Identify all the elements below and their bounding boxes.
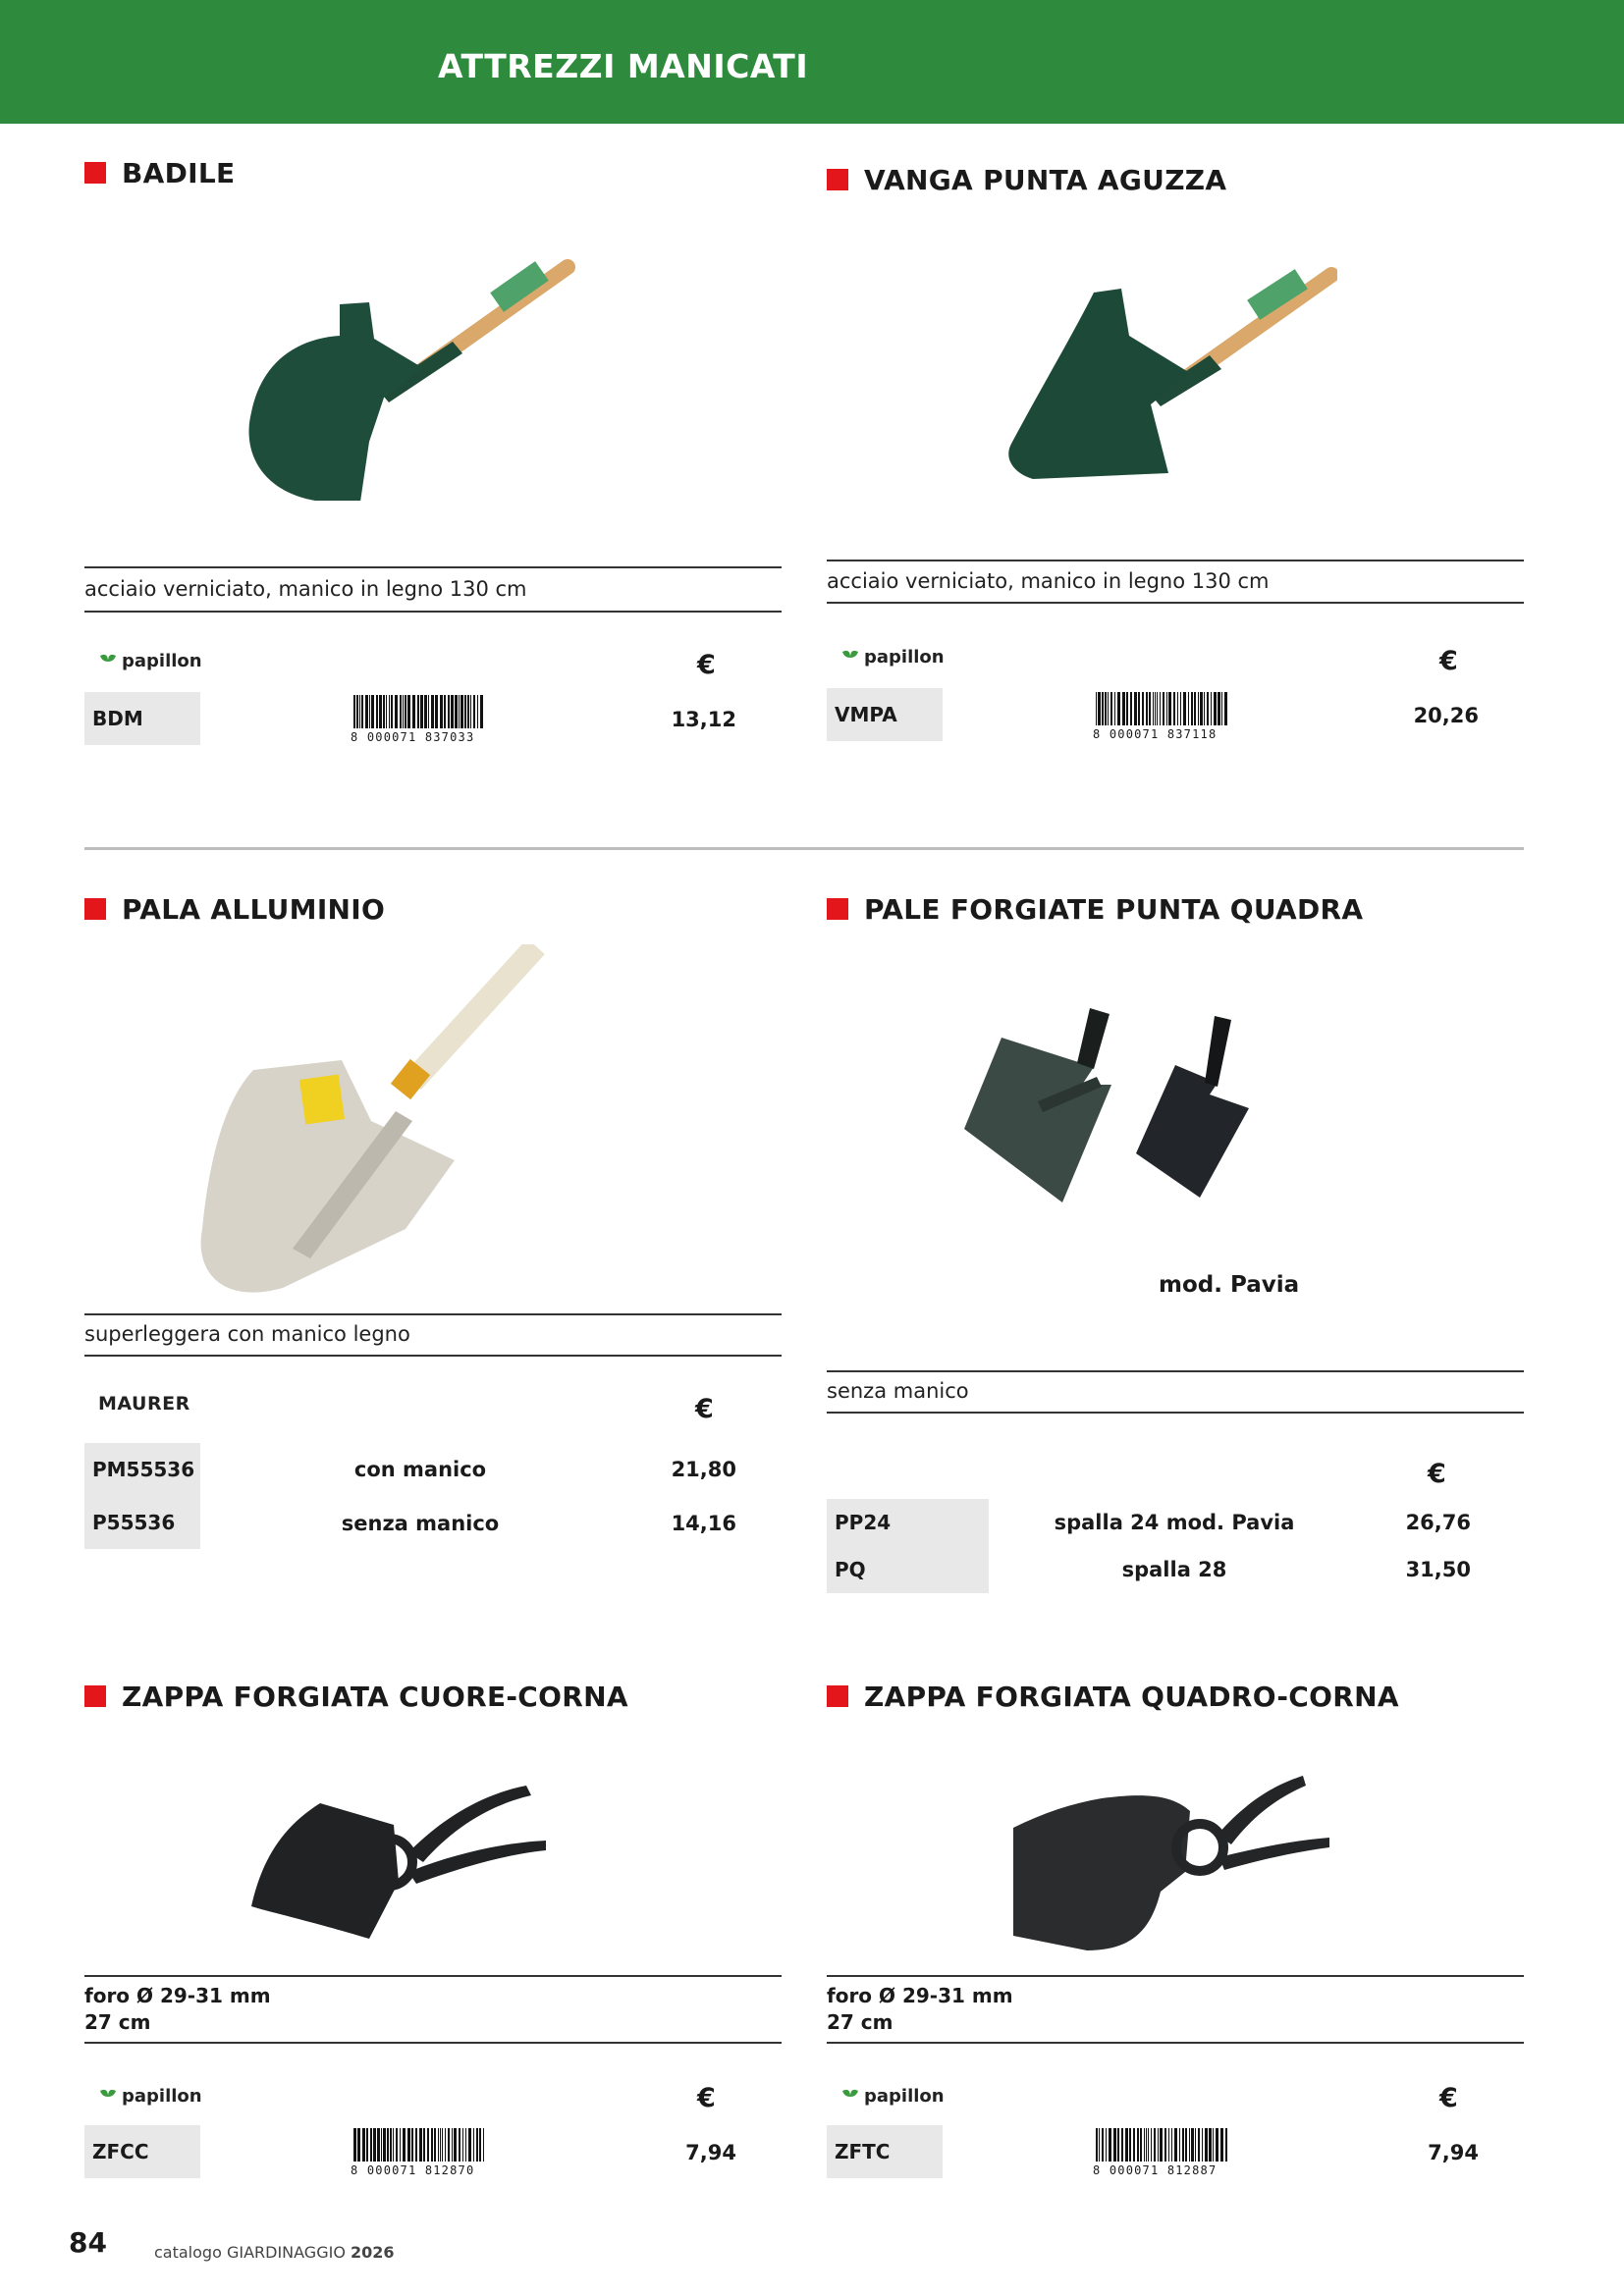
- barcode-number: 8 000071 812887: [1090, 2163, 1232, 2177]
- leaf-icon: [840, 648, 860, 667]
- brand-logo-papillon: [840, 647, 945, 667]
- product-title: PALE FORGIATE PUNTA QUADRA: [827, 893, 1363, 926]
- divider: [84, 566, 782, 568]
- image-caption: mod. Pavia: [1159, 1272, 1300, 1298]
- product-title: BADILE: [84, 157, 235, 189]
- zappa-cuore-image: [251, 1774, 585, 1960]
- page-header: [0, 0, 1624, 124]
- hole-size: foro Ø 29-31 mm: [827, 1984, 1013, 2007]
- barcode-number: 8 000071 837033: [348, 730, 490, 744]
- brand-name: papillon: [864, 2086, 945, 2107]
- leaf-icon: [98, 652, 118, 671]
- divider: [84, 1355, 782, 1357]
- barcode-number: 8 000071 837118: [1090, 727, 1232, 741]
- price: 13,12: [671, 708, 736, 731]
- brand-logo-papillon: [840, 2086, 945, 2107]
- product-code: PP24: [827, 1499, 989, 1546]
- barcode: [348, 2128, 490, 2175]
- brand-logo-papillon: [98, 651, 202, 671]
- price: 31,50: [1405, 1558, 1471, 1581]
- pala-image: [194, 944, 548, 1309]
- pale-forgiate-image: [964, 1006, 1278, 1212]
- price: 7,94: [685, 2141, 736, 2164]
- zappa-quadro-image: [1013, 1754, 1347, 1970]
- variant-label: spalla 24 mod. Pavia: [1054, 1511, 1295, 1534]
- brand-logo-papillon: [98, 2086, 202, 2107]
- divider: [827, 1975, 1524, 1977]
- footer-catalog: [154, 2243, 395, 2262]
- divider: [84, 611, 782, 613]
- product-title: PALA ALLUMINIO: [84, 893, 385, 926]
- currency-symbol: €: [1428, 1459, 1446, 1489]
- product-code: PQ: [827, 1546, 989, 1593]
- divider: [84, 2042, 782, 2044]
- product-code: ZFCC: [84, 2125, 200, 2178]
- price: 21,80: [671, 1458, 736, 1481]
- product-code: VMPA: [827, 688, 943, 741]
- brand-name: papillon: [122, 651, 202, 671]
- variant-label: con manico: [353, 1458, 487, 1481]
- product-vanga-punta-aguzza: [827, 164, 1524, 763]
- product-title: VANGA PUNTA AGUZZA: [827, 164, 1226, 196]
- section-title: ATTREZZI MANICATI: [438, 47, 809, 85]
- price: 7,94: [1428, 2141, 1479, 2164]
- barcode-number: 8 000071 812870: [348, 2163, 490, 2177]
- price: 20,26: [1413, 704, 1479, 727]
- brand-name: papillon: [864, 647, 945, 667]
- divider: [84, 1975, 782, 1977]
- product-badile: [84, 157, 782, 756]
- brand-name: papillon: [122, 2086, 202, 2107]
- product-pala-alluminio: [84, 893, 782, 1580]
- product-pale-forgiate: [827, 893, 1524, 1600]
- divider: [827, 1370, 1524, 1372]
- length: 27 cm: [827, 2010, 893, 2034]
- currency-symbol: €: [695, 1394, 714, 1424]
- barcode: [1090, 2128, 1232, 2175]
- currency-symbol: €: [697, 650, 716, 680]
- product-title: ZAPPA FORGIATA QUADRO-CORNA: [827, 1681, 1399, 1713]
- currency-symbol: €: [1439, 646, 1458, 676]
- product-code: BDM: [84, 692, 200, 745]
- hole-size: foro Ø 29-31 mm: [84, 1984, 271, 2007]
- barcode: [1090, 692, 1232, 739]
- product-code: P55536: [84, 1496, 200, 1549]
- currency-symbol: €: [1439, 2083, 1458, 2113]
- product-description: [827, 1983, 1013, 2036]
- product-description: superleggera con manico legno: [84, 1322, 410, 1346]
- page-number: 84: [69, 2226, 107, 2259]
- product-description: acciaio verniciato, manico in legno 130 cm: [84, 577, 527, 601]
- product-zappa-quadro-corna: [827, 1681, 1524, 2177]
- product-description: [84, 1983, 271, 2036]
- product-description: acciaio verniciato, manico in legno 130 cm: [827, 569, 1270, 593]
- price: 14,16: [671, 1512, 736, 1535]
- product-code: ZFTC: [827, 2125, 943, 2178]
- barcode: [348, 695, 490, 742]
- divider: [827, 2042, 1524, 2044]
- product-description: senza manico: [827, 1379, 969, 1403]
- catalog-year: 2026: [351, 2243, 395, 2262]
- divider: [827, 602, 1524, 604]
- section-divider: [84, 847, 1524, 850]
- divider: [84, 1313, 782, 1315]
- divider: [827, 560, 1524, 561]
- divider: [827, 1412, 1524, 1414]
- price: 26,76: [1405, 1511, 1471, 1534]
- length: 27 cm: [84, 2010, 151, 2034]
- vanga-image: [1003, 257, 1337, 512]
- brand-logo-maurer: [98, 1393, 190, 1415]
- product-zappa-cuore-corna: [84, 1681, 782, 2177]
- brand-name: MAURER: [98, 1393, 190, 1415]
- currency-symbol: €: [697, 2083, 716, 2113]
- leaf-icon: [840, 2087, 860, 2107]
- variant-label: spalla 28: [1121, 1558, 1227, 1581]
- variant-label: senza manico: [341, 1512, 500, 1535]
- catalog-name: catalogo GIARDINAGGIO: [154, 2243, 346, 2262]
- badile-image: [242, 245, 575, 501]
- product-title: ZAPPA FORGIATA CUORE-CORNA: [84, 1681, 628, 1713]
- product-code: PM55536: [84, 1443, 200, 1496]
- leaf-icon: [98, 2087, 118, 2107]
